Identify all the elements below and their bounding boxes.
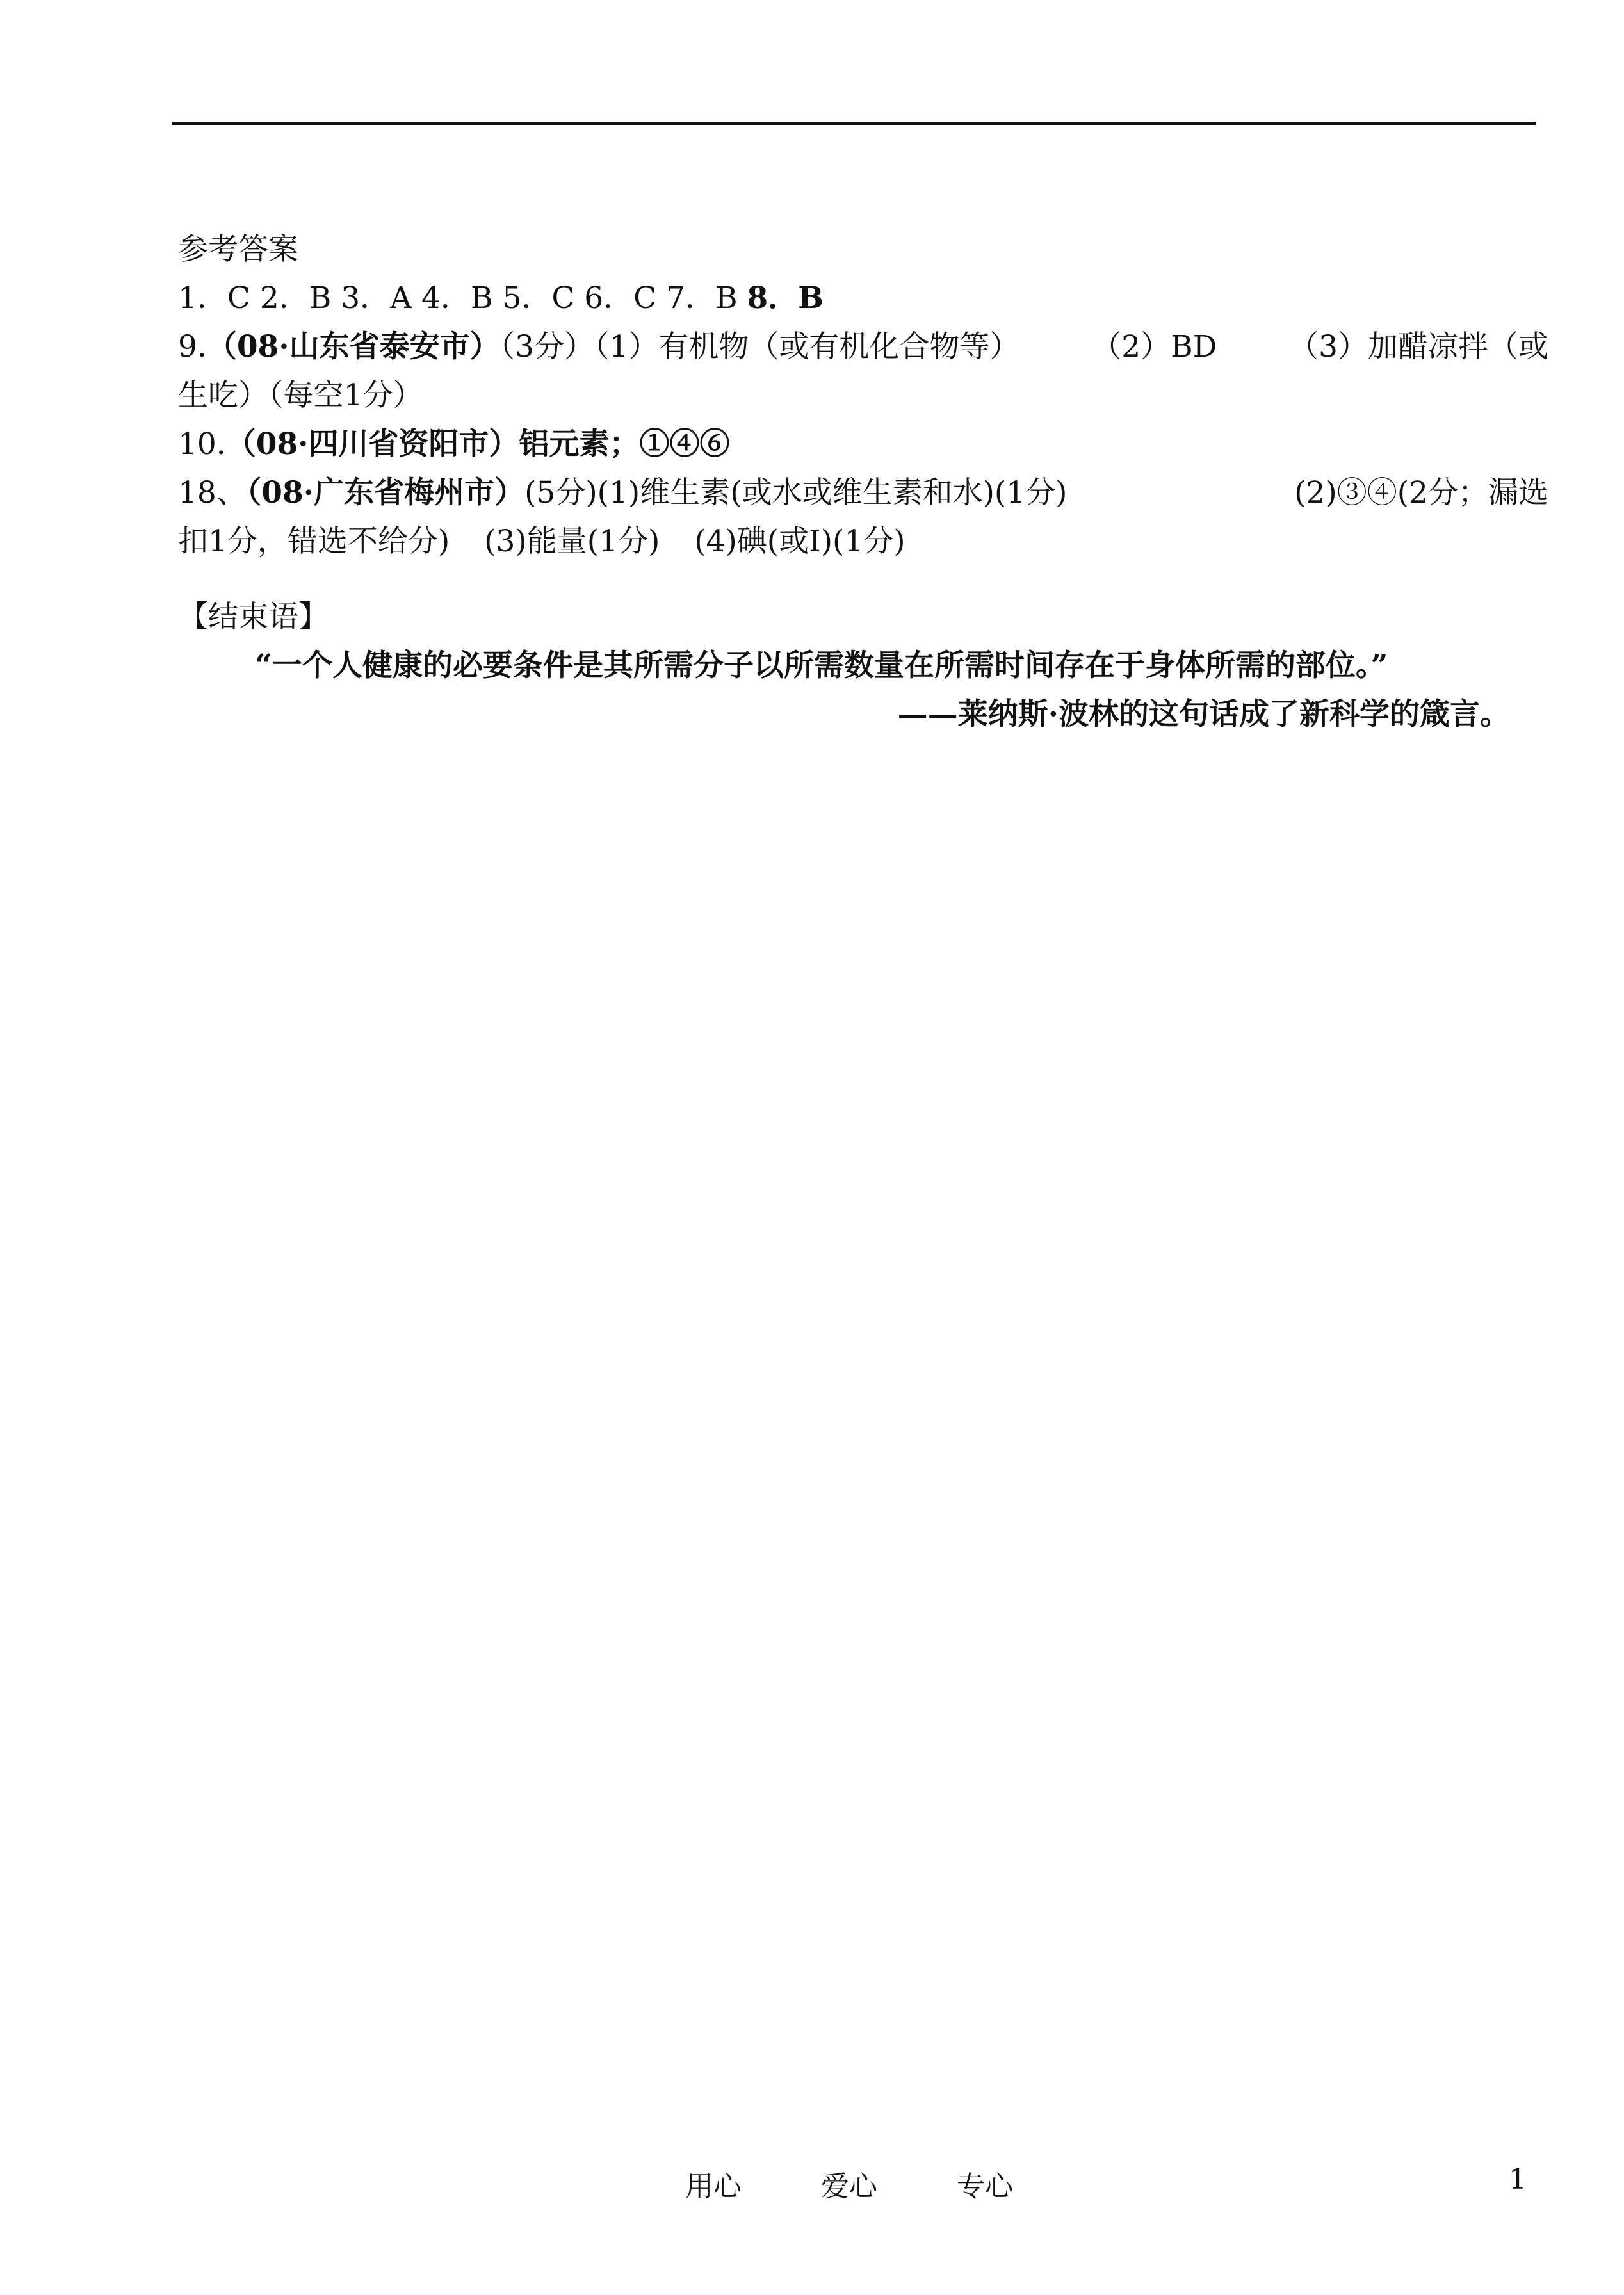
question-number: 9. xyxy=(178,329,207,364)
question-score: （3分） xyxy=(499,329,595,364)
answer-part: (1)维生素(或水或维生素和水)(1分) xyxy=(597,475,1068,510)
choice-answer: 1．C xyxy=(178,280,250,316)
answer-part: (4)碘(或I)(1分) xyxy=(694,524,905,559)
answer-part: （3）加醋凉拌（或 xyxy=(1288,329,1548,364)
choice-answer: 8．B xyxy=(747,280,824,316)
footer-motto-word: 用心 xyxy=(685,2170,742,2203)
answer-part: 扣1分，错选不给分) xyxy=(178,524,450,559)
question-source: （08·山东省泰安市） xyxy=(206,329,500,364)
question-source: （08·广东省梅州市） xyxy=(246,475,525,510)
quote-attribution: ——莱纳斯·波林的这句话成了新科学的箴言。 xyxy=(897,697,1510,732)
question-10-answer xyxy=(178,420,1561,469)
choice-answer: 3．A xyxy=(341,280,412,316)
question-18-answer xyxy=(178,469,1548,517)
closing-section xyxy=(178,593,1561,739)
question-number: 18、 xyxy=(178,475,247,510)
choice-answers-line xyxy=(178,274,1561,323)
answers-heading: 参考答案 xyxy=(178,232,298,267)
answer-part: （1）有机物（或有机化合物等） xyxy=(594,329,1020,364)
choice-answer: 2．B xyxy=(259,280,332,316)
question-source: （08·四川省资阳市） xyxy=(225,426,519,462)
answer-section xyxy=(178,225,1561,739)
choice-answer: 7．B xyxy=(666,280,738,316)
page-footer xyxy=(0,2163,1624,2202)
question-number: 10. xyxy=(178,426,226,462)
choice-answer: 6．C xyxy=(584,280,657,316)
choice-answer: 5．C xyxy=(502,280,575,316)
answer-part: (2)③④(2分；漏选 xyxy=(1294,475,1548,510)
answer-part: （2）BD xyxy=(1091,329,1217,364)
answer-part: (3)能量(1分) xyxy=(484,524,660,559)
footer-motto-word: 专心 xyxy=(957,2170,1013,2203)
question-9-continuation: 生吃）（每空1分） xyxy=(178,378,423,413)
footer-motto xyxy=(685,2163,1013,2204)
header-rule xyxy=(172,122,1536,125)
answer-text: 铝元素；①④⑥ xyxy=(519,426,730,462)
closing-heading: 【结束语】 xyxy=(178,599,329,635)
footer-motto-word: 爱心 xyxy=(821,2170,877,2203)
question-18-continuation xyxy=(178,517,1561,566)
choice-answer: 4．B xyxy=(421,280,493,316)
page-number: 1 xyxy=(1509,2163,1527,2196)
question-9-answer xyxy=(178,323,1548,371)
question-score: (5分) xyxy=(524,475,597,510)
closing-quote: “一个人健康的必要条件是其所需分子以所需数量在所需时间存在于身体所需的部位。” xyxy=(255,648,1388,683)
